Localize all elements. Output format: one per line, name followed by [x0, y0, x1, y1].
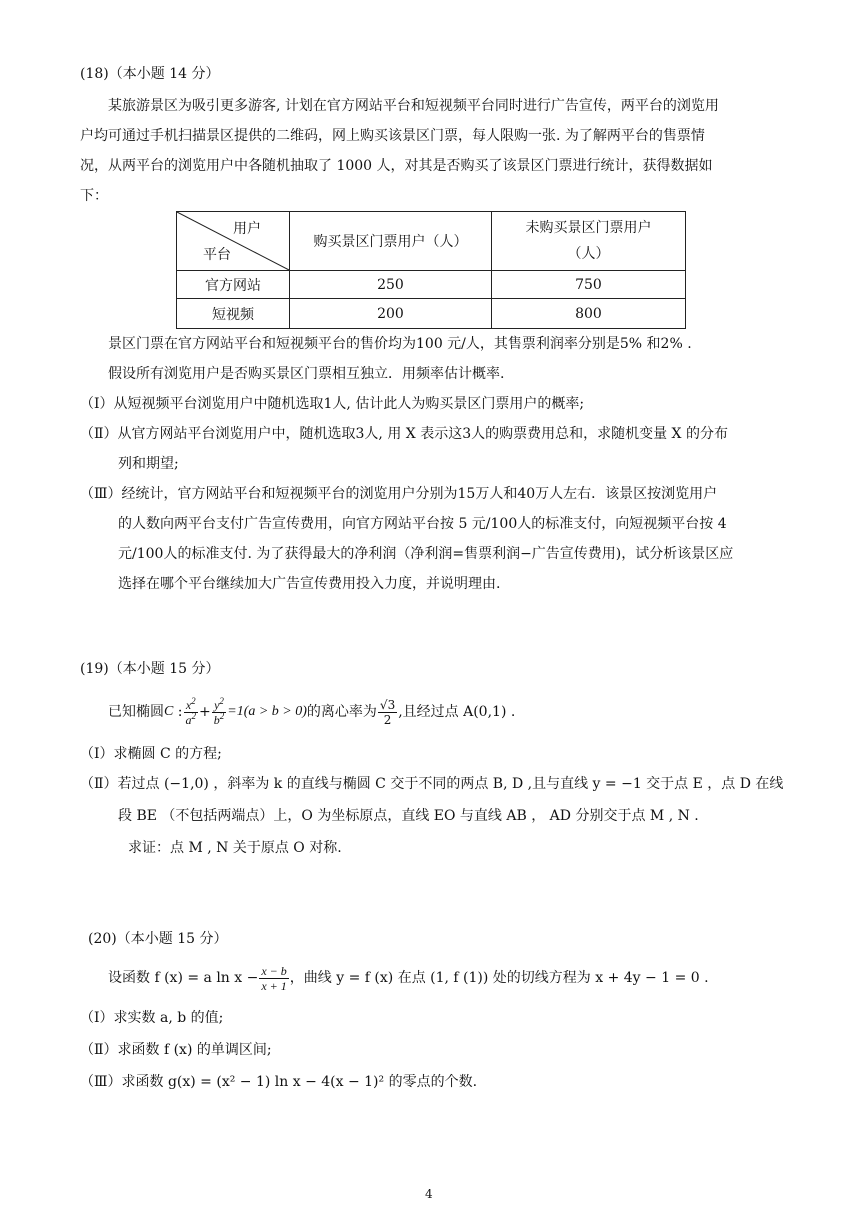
table-cell-platform: 官方网站 — [177, 271, 290, 299]
q19-frac-y: $\frac{y^2}{b^2}$ — [213, 695, 225, 727]
q19-part-1: （Ⅰ）求椭圆 C 的方程; — [80, 746, 222, 762]
table-header-not-bought-line1: 未购买景区门票用户 — [525, 220, 652, 236]
q20-part-2: （Ⅱ）求函数 f (x) 的单调区间; — [80, 1042, 272, 1058]
q18-part-2-line1: （Ⅱ）从官方网站平台浏览用户中，随机选取3人, 用 X 表示这3人的购票费用总和，求随机变量 X 的分布 — [80, 426, 728, 442]
corner-label-user: 用户 — [233, 221, 261, 237]
table-cell-platform: 短视频 — [177, 299, 290, 329]
q20-part-1: （Ⅰ）求实数 a, b 的值; — [80, 1010, 224, 1026]
table-cell-not-bought: 800 — [491, 299, 685, 329]
q19-eccentricity: $\frac{√3}{2}$ — [379, 697, 396, 727]
q20-part-3: （Ⅲ）求函数 g(x) = (x² − 1) ln x − 4(x − 1)² 的零点的个数. — [80, 1074, 478, 1090]
q19-ecc-text: 的离心率为 — [306, 704, 377, 720]
q20-stem-a: 设函数 f (x) = a ln x − — [108, 970, 259, 986]
table-header-not-bought — [491, 212, 685, 271]
q18-header: (18)（本小题 14 分） — [80, 66, 220, 82]
page-number: 4 — [425, 1187, 433, 1201]
q19-stem: 已知椭圆 C : $\frac{x^2}{a^2}$ + $\frac{y^2}{b^2}$ =1(a > b > 0) 的离心率为 $\frac{√3}{2}$ ,且经过点 A(0,1) . — [108, 695, 516, 727]
q20-fraction: $\frac{x - b}{x + 1}$ — [261, 963, 287, 993]
q18-part-1: （Ⅰ）从短视频平台浏览用户中随机选取1人, 估计此人为购买景区门票用户的概率; — [80, 396, 585, 412]
q18-intro-line-3: 况，从两平台的浏览用户中各随机抽取了 1000 人，对其是否购买了该景区门票进行统计，获得数据如 — [80, 158, 713, 174]
q19-stem-prefix: 已知椭圆 — [108, 704, 164, 720]
q19-frac-x: $\frac{x^2}{a^2}$ — [185, 695, 197, 727]
q18-part-3-line2: 的人数向两平台支付广告宣传费用，向官方网站平台按 5 元/100人的标准支付，向短视频平台按 4 — [118, 516, 727, 532]
q19-part-2-line2: 段 BE （不包括两端点）上，O 为坐标原点，直线 EO 与直线 AB ， AD 分别交于点 M , N . — [118, 808, 699, 824]
q19-ellipse-name: C — [164, 704, 174, 719]
q19-stem-suffix: ,且经过点 A(0,1) . — [398, 704, 516, 720]
table-cell-not-bought: 750 — [491, 271, 685, 299]
q19-part-2-line1: （Ⅱ）若过点 (−1,0) ，斜率为 k 的直线与椭圆 C 交于不同的两点 B, D ,且与直线 y = −1 交于点 E ，点 D 在线 — [80, 776, 784, 792]
q18-intro-line-1: 某旅游景区为吸引更多游客, 计划在官方网站平台和短视频平台同时进行广告宣传，两平台的浏览用 — [108, 98, 719, 114]
q18-part-3-line3: 元/100人的标准支付. 为了获得最大的净利润（净利润=售票利润−广告宣传费用)，试分析该景区应 — [118, 546, 734, 562]
q18-part-2-line2: 列和期望; — [118, 456, 179, 472]
corner-label-platform: 平台 — [203, 247, 231, 263]
table-cell-bought: 250 — [290, 271, 492, 299]
q18-data-table — [176, 211, 686, 329]
q20-stem-b: ，曲线 y = f (x) 在点 (1, f (1)) 处的切线方程为 x + 4y − 1 = 0 . — [289, 970, 709, 986]
table-corner-cell — [177, 212, 290, 271]
table-header-bought: 购买景区门票用户（人） — [290, 212, 492, 271]
q18-part-3-line4: 选择在哪个平台继续加大广告宣传费用投入力度，并说明理由. — [118, 576, 501, 592]
q20-stem — [108, 958, 709, 998]
q19-header: (19)（本小题 15 分） — [80, 661, 220, 677]
table-row — [177, 271, 686, 299]
q18-price-line: 景区门票在官方网站平台和短视频平台的售价均为100 元/人，其售票利润率分别是5% 和2% . — [108, 336, 692, 352]
q18-intro-line-4: 下： — [80, 188, 108, 204]
q18-part-3-line1: （Ⅲ）经统计，官方网站平台和短视频平台的浏览用户分别为15万人和40万人左右．该景区按浏览用户 — [80, 486, 718, 502]
table-header-not-bought-line2: （人） — [567, 246, 610, 262]
q20-header: (20)（本小题 15 分） — [88, 931, 228, 947]
q18-assumption-line: 假设所有浏览用户是否购买景区门票相互独立．用频率估计概率. — [108, 366, 505, 382]
q19-condition: =1(a > b > 0) — [227, 704, 307, 719]
q18-intro-line-2: 户均可通过手机扫描景区提供的二维码，网上购买该景区门票，每人限购一张. 为了解两平台的售票情 — [80, 128, 705, 144]
table-row — [177, 299, 686, 329]
q19-part-2-line3: 求证：点 M , N 关于原点 O 对称. — [128, 840, 342, 856]
table-cell-bought: 200 — [290, 299, 492, 329]
